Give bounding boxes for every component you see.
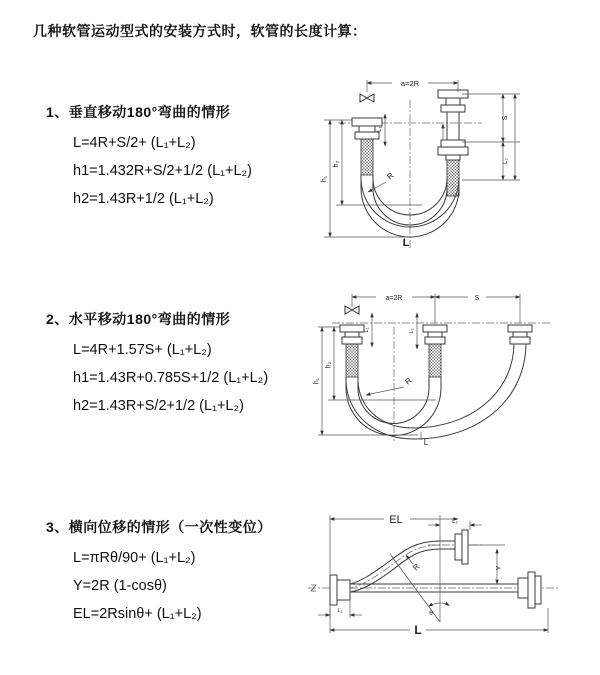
formula-line: Y=2R (1-cosθ) — [73, 578, 167, 594]
radius-label: R — [411, 562, 422, 573]
dim-h2-label: h₂ — [325, 361, 333, 369]
length-label: L — [414, 623, 422, 637]
dim-y — [468, 545, 505, 584]
dim-a2r-label: a=2R — [400, 79, 420, 88]
dim-s — [462, 94, 520, 142]
section-2 — [46, 309, 268, 420]
left-flange-fitting — [330, 575, 350, 605]
dim-h1-label: h₁ — [321, 175, 328, 183]
section-3 — [46, 517, 272, 628]
dim-r — [366, 376, 414, 395]
section-3-heading: 3、横向位移的情形（一次性变位） — [46, 519, 272, 535]
formula-line: h2=1.43R+S/2+1/2 (L₁+L₂) — [73, 398, 244, 414]
hose-u-bend-near — [346, 377, 441, 436]
formula-line: L=πRθ/90+ (L₁+L₂) — [73, 550, 196, 566]
dim-l2-label: L₂ — [409, 328, 415, 334]
valve-icon — [360, 94, 374, 102]
radius-label: R — [403, 375, 414, 387]
formula-line: L=4R+1.57S+ (L₁+L₂) — [73, 342, 212, 358]
formula-line: L=4R+S/2+ (L₁+L₂) — [73, 135, 196, 151]
dim-s-label: S — [502, 115, 509, 121]
dim-l2 — [462, 94, 520, 180]
section-2-heading: 2、水平移动180°弯曲的情形 — [46, 311, 231, 327]
section-1-heading: 1、垂直移动180°弯曲的情形 — [46, 104, 231, 120]
page-title: 几种软管运动型式的安装方式时，软管的长度计算： — [33, 23, 367, 39]
dim-r — [406, 555, 422, 572]
diagram-vertical-180-bend — [310, 72, 550, 257]
dim-l1 — [318, 600, 362, 618]
dim-extension-lines — [352, 294, 520, 323]
dim-el — [330, 514, 458, 574]
dim-a2r — [352, 295, 435, 302]
straight-pipe — [350, 572, 541, 608]
dim-l2-label: L₂ — [452, 519, 458, 525]
radius-label: R — [385, 170, 396, 182]
dim-h2-label: h₂ — [333, 160, 340, 168]
dim-l1-label: L₁ — [377, 126, 383, 132]
dim-l1-label: L₁ — [337, 608, 343, 614]
dim-l2-label: L₂ — [503, 158, 509, 164]
diagram-horizontal-180-bend — [310, 283, 600, 453]
dim-el-label: EL — [389, 514, 403, 526]
dim-l2 — [428, 519, 482, 530]
middle-flange-fitting — [423, 325, 447, 377]
dim-l1-label: L₁ — [364, 327, 370, 333]
dim-y-label: Y — [496, 565, 503, 571]
left-flange-fitting — [340, 325, 364, 377]
dim-l1 — [364, 313, 372, 347]
dim-a2r-label: a=2R — [385, 295, 403, 302]
upper-flange-fitting — [440, 530, 468, 564]
section-1 — [46, 102, 252, 213]
dim-l2 — [409, 313, 417, 349]
dim-h1-label: h₁ — [313, 377, 321, 385]
right-flange-fitting — [508, 325, 532, 344]
valve-icon — [345, 306, 359, 314]
length-label: L — [423, 438, 429, 447]
angle-label: θ — [429, 610, 433, 617]
formula-line: h1=1.432R+S/2+1/2 (L₁+L₂) — [73, 163, 253, 179]
diagram-lateral-displacement — [300, 502, 595, 657]
dim-s — [435, 295, 520, 302]
dim-h1 — [314, 327, 419, 435]
formula-line: h1=1.43R+0.785S+1/2 (L₁+L₂) — [73, 370, 269, 386]
dim-l — [330, 608, 548, 637]
dim-s-label: S — [474, 295, 480, 302]
length-label: L — [402, 237, 410, 249]
formula-line: EL=2Rsinθ+ (L₁+L₂) — [73, 606, 202, 622]
formula-line: h2=1.43R+1/2 (L₁+L₂) — [73, 191, 214, 207]
